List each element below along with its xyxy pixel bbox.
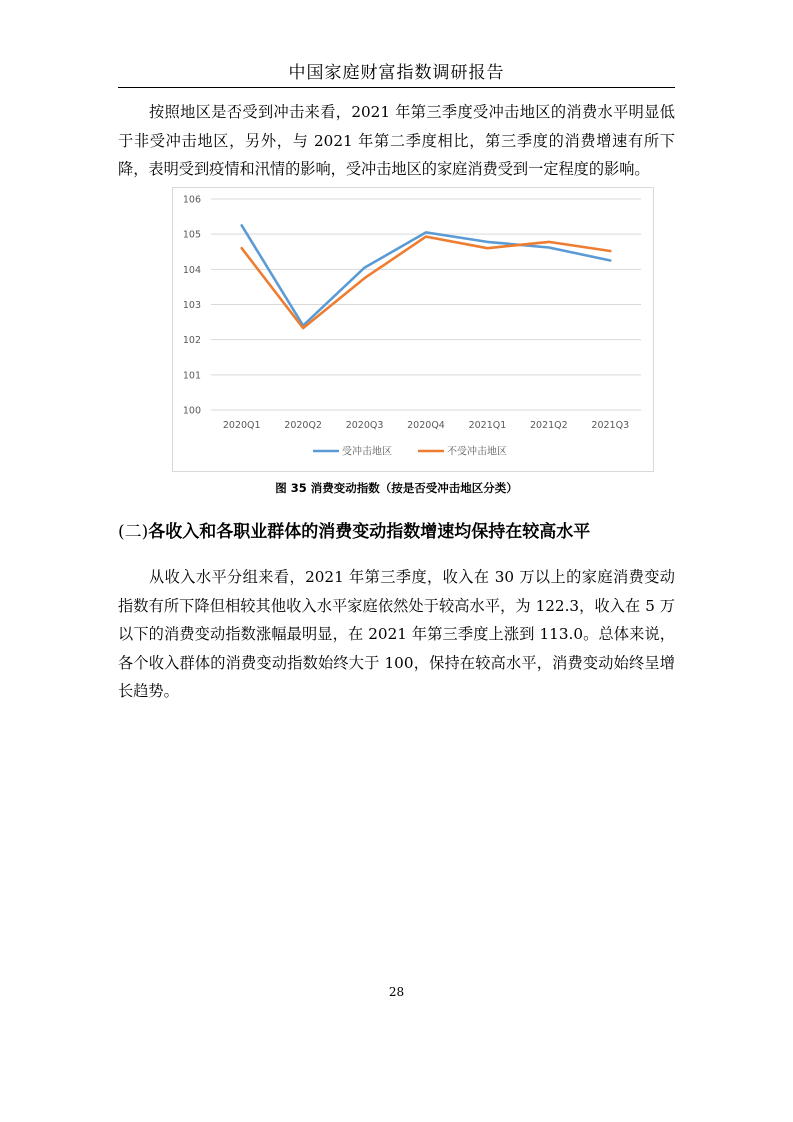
section-heading-text: 各收入和各职业群体的消费变动指数增速均保持在较高水平: [148, 522, 591, 542]
x-tick-label: 2020Q3: [345, 420, 384, 431]
header-rule: [118, 87, 675, 88]
x-tick-label: 2020Q2: [284, 420, 322, 431]
paragraph-income-groups: 从收入水平分组来看，2021 年第三季度，收入在 30 万以上的家庭消费变动指数有所下降但相较其他收入水平家庭依然处于较高水平，为 122.3，收入在 5 万以下的消费变动指数涨幅最明显，在 2021 年第三季度上涨到 113.0。总体来说，各个收入群体的消费变动指数始终大于 100，保持在较高水平，消费变动始终呈增长趋势。: [118, 568, 675, 700]
consumption-index-chart: [172, 187, 654, 472]
y-tick-label: 105: [182, 229, 201, 241]
section-number: (二): [118, 522, 149, 542]
legend-label-1: 受冲击地区: [342, 446, 392, 458]
x-tick-label: 2021Q1: [468, 420, 507, 431]
paragraph-regional-consumption: 按照地区是否受到冲击来看，2021 年第三季度受冲击地区的消费水平明显低于非受冲击地区，另外，与 2021 年第二季度相比，第三季度的消费增速有所下降，表明受到疫情和汛情的影响，受冲击地区的家庭消费受到一定程度的影响。: [118, 103, 675, 178]
y-tick-label: 104: [182, 264, 201, 276]
y-tick-label: 103: [182, 300, 201, 311]
x-tick-label: 2020Q4: [407, 420, 445, 431]
x-tick-label: 2021Q3: [591, 420, 630, 431]
y-tick-label: 102: [182, 335, 201, 347]
legend-label-2: 不受冲击地区: [447, 446, 507, 458]
series-line-1: [242, 225, 611, 325]
y-tick-label: 100: [182, 405, 201, 417]
page-number: 28: [388, 985, 405, 999]
line-chart-svg: [173, 188, 653, 471]
figure-caption: 图 35 消费变动指数（按是否受冲击地区分类）: [275, 481, 518, 495]
y-tick-label: 101: [182, 370, 201, 382]
x-tick-label: 2020Q1: [222, 420, 261, 431]
running-header: 中国家庭财富指数调研报告: [288, 63, 505, 83]
section-heading: [118, 517, 688, 542]
x-tick-label: 2021Q2: [530, 420, 568, 431]
y-tick-label: 106: [182, 194, 201, 206]
